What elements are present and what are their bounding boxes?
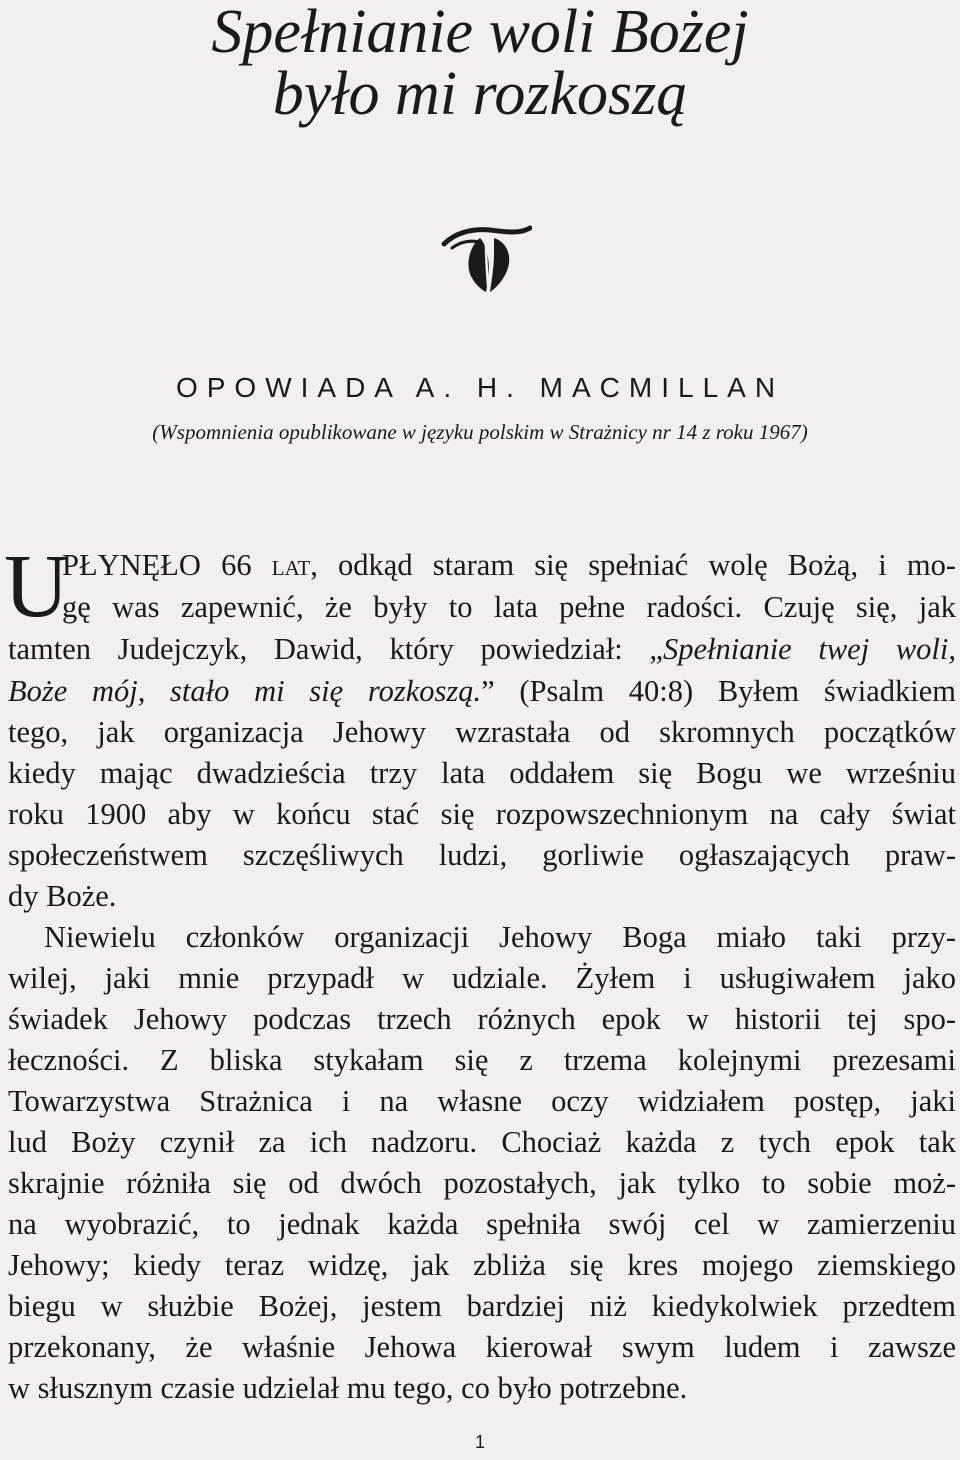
body-line: wilej, jaki mnie przypadł w udziale. Żyłem i usługiwałem jako xyxy=(8,961,956,995)
title-line-1: Spełnianie woli Bożej xyxy=(211,0,749,66)
body-line: łeczności. Z bliska stykałam się z trzema kolejnymi prezesami xyxy=(8,1043,956,1077)
fleuron-icon xyxy=(440,212,532,294)
body-line: tego, jak organizacja Jehowy wzrastała od skromnych początków xyxy=(8,715,956,749)
body-line: przekonany, że właśnie Jehowa kierował swym ludem i zawsze xyxy=(8,1330,956,1364)
subtitle: (Wspomnienia opublikowane w języku polskim w Strażnicy nr 14 z roku 1967) xyxy=(152,420,808,444)
body-line: społeczeństwem szczęśliwych ludzi, gorliwie ogłaszających praw- xyxy=(8,838,956,872)
body-line: biegu w służbie Bożej, jestem bardziej niż kiedykolwiek przedtem xyxy=(8,1289,956,1323)
body-line: gę was zapewnić, że były to lata pełne radości. Czuję się, jak xyxy=(62,590,956,624)
body-line: dy Boże. xyxy=(8,879,117,913)
body-line: PŁYNĘŁO 66 lat, odkąd staram się spełniać wolę Bożą, i mo- xyxy=(62,548,956,582)
body-line: tamten Judejczyk, Dawid, który powiedział: „Spełnianie twej woli, xyxy=(8,632,957,666)
body-line: świadek Jehowy podczas trzech różnych epok w historii tej spo- xyxy=(8,1002,956,1036)
body-line: Boże mój, stało mi się rozkoszą.” (Psalm 40:8) Byłem świadkiem xyxy=(8,674,956,708)
body-line: Towarzystwa Strażnica i na własne oczy widziałem postęp, jaki xyxy=(8,1084,956,1118)
body-line: Niewielu członków organizacji Jehowy Boga miało taki przy- xyxy=(44,920,956,954)
body-line: w słusznym czasie udzielał mu tego, co było potrzebne. xyxy=(8,1371,688,1405)
body-line: na wyobrazić, to jednak każda spełniła swój cel w zamierzeniu xyxy=(8,1207,956,1241)
body-line: Jehowy; kiedy teraz widzę, jak zbliża się kres mojego ziemskiego xyxy=(8,1248,956,1282)
byline: OPOWIADA A. H. MACMILLAN xyxy=(175,372,785,403)
body-line: kiedy mając dwadzieścia trzy lata oddałem się Bogu we wrześniu xyxy=(8,756,956,790)
body-line: lud Boży czynił za ich nadzoru. Chociaż każda z tych epok tak xyxy=(8,1125,956,1159)
body-line: roku 1900 aby w końcu stać się rozpowszechnionym na cały świat xyxy=(8,797,956,831)
title-line-2: było mi rozkoszą xyxy=(272,60,688,128)
page-number: 1 xyxy=(474,1432,485,1452)
body-line: skrajnie różniła się od dwóch pozostałych, jak tylko to sobie moż- xyxy=(8,1166,956,1200)
drop-cap: U xyxy=(4,537,69,636)
